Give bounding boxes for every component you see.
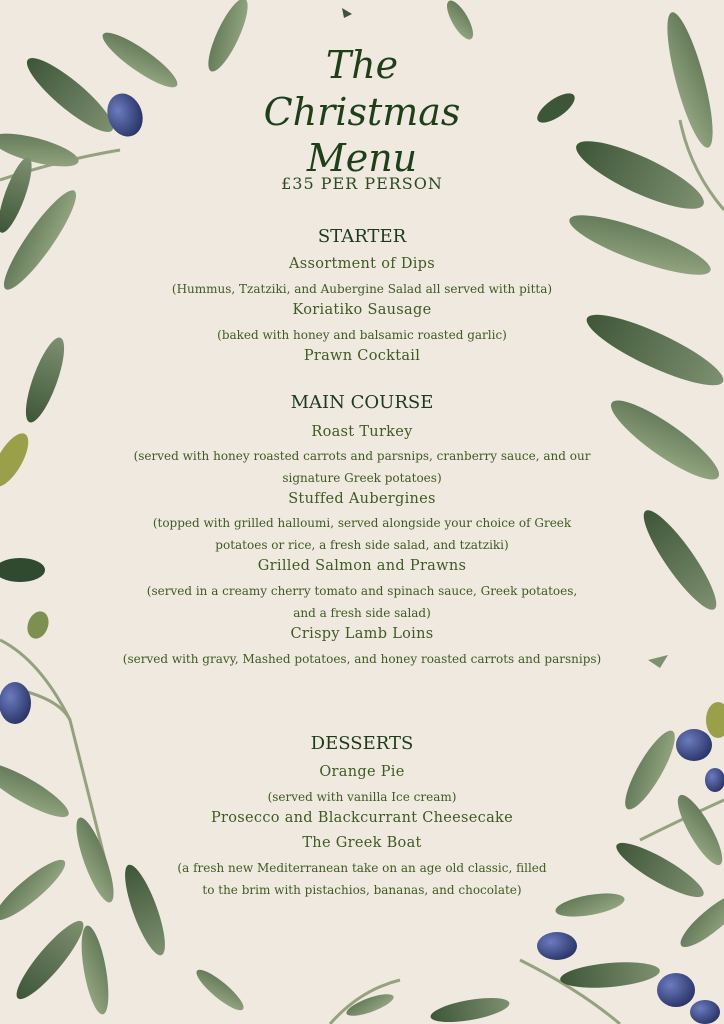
price-per-person: £35 PER PERSON: [281, 174, 443, 193]
dish-description: (baked with honey and balsamic roasted garlic): [217, 328, 507, 342]
section-title-desserts: DESSERTS: [310, 733, 414, 754]
dish-description: (topped with grilled halloumi, served alongside your choice of Greek potatoes or rice, a fresh side salad, and tzatziki): [152, 516, 572, 552]
dish-description: (served in a creamy cherry tomato and spinach sauce, Greek potatoes, and a fresh side salad): [146, 584, 578, 620]
dish-name: Prosecco and Blackcurrant Cheesecake: [210, 810, 514, 826]
dish-description: (Hummus, Tzatziki, and Aubergine Salad all served with pitta): [171, 282, 553, 296]
menu-title-line-1: The: [325, 43, 399, 87]
dish-description: (served with gravy, Mashed potatoes, and honey roasted carrots and parsnips): [122, 652, 602, 666]
dish-name: The Greek Boat: [302, 835, 422, 851]
dish-description: (a fresh new Mediterranean take on an age old classic, filled to the brim with pistachios, bananas, and chocolate): [177, 861, 547, 897]
dish-name: Assortment of Dips: [288, 256, 436, 272]
section-title-main-course: MAIN COURSE: [290, 392, 434, 413]
dish-name: Stuffed Aubergines: [288, 491, 436, 507]
dish-name: Prawn Cocktail: [303, 348, 421, 364]
dish-name: Grilled Salmon and Prawns: [257, 558, 467, 574]
dish-name: Koriatiko Sausage: [292, 302, 432, 318]
dish-name: Roast Turkey: [311, 424, 413, 440]
section-title-starter: STARTER: [317, 226, 407, 247]
dish-description: (served with honey roasted carrots and parsnips, cranberry sauce, and our signature Greek potatoes): [133, 449, 591, 485]
dish-description: (served with vanilla Ice cream): [267, 790, 457, 804]
dish-name: Orange Pie: [319, 764, 405, 780]
menu-title-line-2: Christmas: [263, 90, 461, 134]
dish-name: Crispy Lamb Loins: [290, 626, 434, 642]
menu-title-line-3: Menu: [306, 136, 418, 180]
